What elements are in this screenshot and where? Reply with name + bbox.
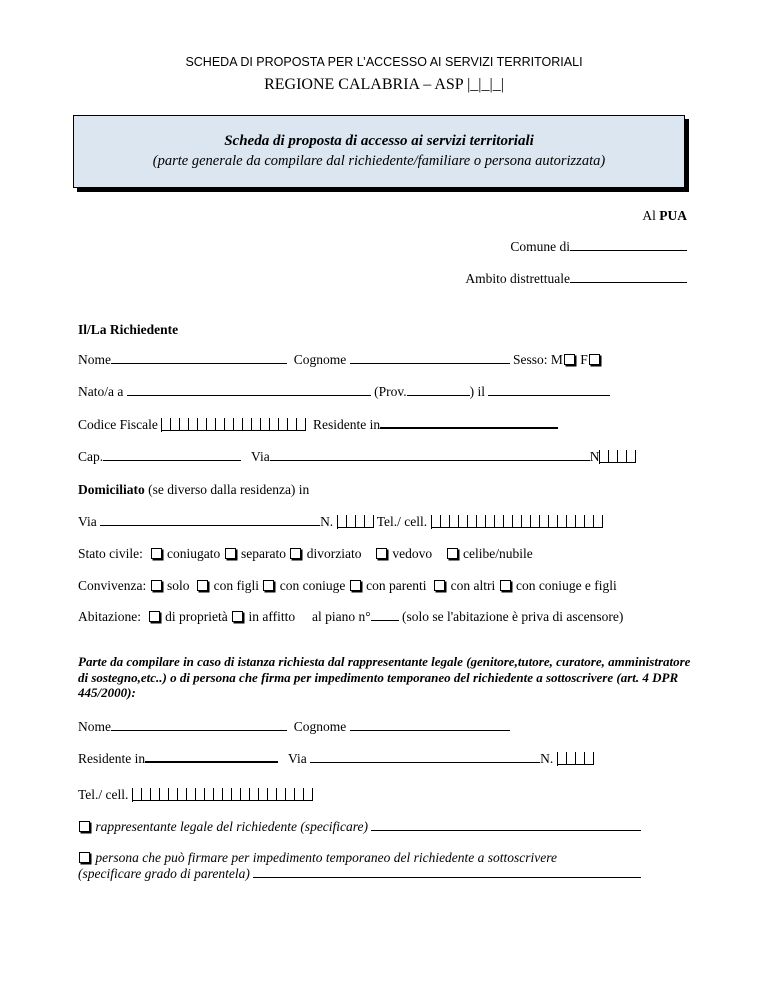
rep-cognome-label: Cognome: [293, 719, 347, 734]
proprieta-checkbox[interactable]: [149, 611, 160, 622]
rep-nome-row: [78, 719, 510, 735]
rappresentante-legale-checkbox[interactable]: [79, 821, 90, 832]
data-nascita-field[interactable]: [488, 384, 610, 396]
al-label: Al: [642, 208, 656, 223]
piano-field[interactable]: [371, 609, 399, 621]
con-coniuge-checkbox[interactable]: [263, 580, 274, 591]
cap-row: [78, 449, 636, 465]
sesso-f-label: F: [580, 352, 588, 367]
section-richiedente: Il/La Richiedente: [78, 322, 179, 337]
vedovo-checkbox[interactable]: [376, 548, 387, 559]
affitto-label: in affitto: [248, 609, 296, 624]
rep-option-legale: [78, 819, 641, 835]
domicilio-row: [78, 514, 603, 530]
codice-fiscale-field[interactable]: [161, 418, 306, 432]
form-title-box: [73, 115, 685, 188]
rep-via-field[interactable]: [310, 751, 540, 763]
box-subtitle: (parte generale da compilare dal richiedente/familiare o persona autorizzata): [152, 153, 606, 169]
rep-tel-label: Tel./ cell.: [78, 787, 129, 802]
con-parenti-checkbox[interactable]: [350, 580, 361, 591]
rep-nome-label: Nome: [78, 719, 111, 734]
piano-note: (solo se l'abitazione è priva di ascensore): [401, 609, 624, 624]
civico-field[interactable]: [599, 450, 636, 464]
convivenza-label: Convivenza:: [78, 578, 147, 593]
sesso-m-checkbox[interactable]: [564, 354, 575, 365]
recipient-pua: [642, 208, 687, 224]
rep-option-impedimento: [78, 850, 557, 866]
vedovo-label: vedovo: [392, 546, 433, 561]
pua-label: PUA: [659, 208, 687, 223]
piano-label: al piano n°: [311, 609, 371, 624]
impedimento-checkbox[interactable]: [79, 852, 90, 863]
convivenza-row: [78, 578, 617, 594]
solo-label: solo: [166, 578, 190, 593]
cap-field[interactable]: [103, 449, 241, 461]
con-coniuge-figli-label: con coniuge e figli: [515, 578, 617, 593]
con-altri-label: con altri: [450, 578, 496, 593]
con-coniuge-label: con coniuge: [279, 578, 346, 593]
nato-label: Nato/a a: [78, 384, 124, 399]
domicilio-civico-field[interactable]: [337, 515, 374, 529]
tel-field[interactable]: [431, 515, 603, 529]
cf-row: [78, 416, 558, 433]
rep-tel-row: [78, 787, 313, 803]
box-title: Scheda di proposta di accesso ai servizi territoriali: [224, 133, 534, 149]
cap-label: Cap.: [78, 449, 104, 464]
stato-civile-label: Stato civile:: [78, 546, 143, 561]
con-altri-checkbox[interactable]: [434, 580, 445, 591]
rep-n-label: N.: [540, 751, 554, 766]
sesso-label: Sesso: M: [513, 352, 563, 367]
rappresentante-legale-field[interactable]: [371, 819, 641, 831]
cf-label: Codice Fiscale: [78, 417, 158, 432]
parentela-label: (specificare grado di parentela): [78, 866, 250, 881]
rappresentante-legale-label: rappresentante legale del richiedente (specificare): [95, 819, 369, 834]
con-coniuge-figli-checkbox[interactable]: [500, 580, 511, 591]
civico-label: N: [589, 449, 600, 464]
residente-label: Residente in: [312, 417, 381, 432]
legal-rep-intro: Parte da compilare in caso di istanza richiesta dal rappresentante legale (genitore,tutore, curatore, amministratore di sostegno,etc..) o di persona che firma per impedimento temporaneo del richiedente a sottoscrivere (art. 4 DPR 445/2000):: [78, 654, 691, 700]
tel-label: Tel./ cell.: [376, 514, 428, 529]
ambito-field[interactable]: [570, 271, 687, 283]
nato-field[interactable]: [127, 384, 371, 396]
proprieta-label: di proprietà: [165, 609, 228, 624]
rep-residenza-row: [78, 750, 594, 767]
con-parenti-label: con parenti: [366, 578, 427, 593]
parentela-field[interactable]: [253, 866, 641, 878]
rep-civico-field[interactable]: [557, 752, 594, 766]
domicilio-via-field[interactable]: [100, 514, 320, 526]
prov-label: (Prov.: [374, 384, 407, 399]
impedimento-label: persona che può firmare per impedimento temporaneo del richiedente a sottoscrivere: [95, 850, 558, 865]
separato-checkbox[interactable]: [225, 548, 236, 559]
region-title: REGIONE CALABRIA – ASP |_|_|_|: [264, 76, 504, 93]
residente-field[interactable]: [380, 416, 558, 429]
abitazione-label: Abitazione:: [78, 609, 141, 624]
rep-residente-field[interactable]: [145, 750, 278, 763]
nome-row: [78, 352, 602, 368]
coniugato-checkbox[interactable]: [151, 548, 162, 559]
rep-residente-label: Residente in: [78, 751, 146, 766]
celibe-label: celibe/nubile: [462, 546, 533, 561]
prov-field[interactable]: [407, 384, 470, 396]
rep-nome-field[interactable]: [111, 719, 287, 731]
abitazione-row: [78, 609, 623, 625]
ambito-label: Ambito distrettuale: [465, 271, 570, 286]
celibe-checkbox[interactable]: [447, 548, 458, 559]
solo-checkbox[interactable]: [151, 580, 162, 591]
comune-field[interactable]: [570, 239, 687, 251]
domiciliato-note: (se diverso dalla residenza) in: [148, 482, 310, 497]
nome-label: Nome: [78, 352, 111, 367]
domicilio-via-label: Via: [78, 514, 97, 529]
nome-field[interactable]: [111, 352, 287, 364]
con-figli-checkbox[interactable]: [197, 580, 208, 591]
cognome-label: Cognome: [293, 352, 347, 367]
domiciliato-row: [78, 482, 309, 498]
domicilio-n-label: N.: [320, 514, 334, 529]
comune-row: [510, 239, 687, 255]
rep-tel-field[interactable]: [132, 788, 313, 802]
via-label: Via: [251, 449, 270, 464]
con-figli-label: con figli: [213, 578, 259, 593]
divorziato-checkbox[interactable]: [290, 548, 301, 559]
rep-option-parentela: [78, 866, 641, 882]
cognome-field[interactable]: [350, 352, 510, 364]
separato-label: separato: [241, 546, 286, 561]
comune-label: Comune di: [510, 239, 570, 254]
domiciliato-label: Domiciliato: [78, 482, 145, 497]
affitto-checkbox[interactable]: [232, 611, 243, 622]
rep-cognome-field[interactable]: [350, 719, 510, 731]
nascita-row: [78, 384, 610, 400]
rep-via-label: Via: [288, 751, 307, 766]
stato-civile-row: [78, 546, 533, 562]
sesso-f-checkbox[interactable]: [589, 354, 600, 365]
form-header-title: SCHEDA DI PROPOSTA PER L’ACCESSO AI SERVIZI TERRITORIALI: [185, 55, 583, 69]
coniugato-label: coniugato: [167, 546, 221, 561]
via-field[interactable]: [270, 449, 590, 461]
divorziato-label: divorziato: [306, 546, 362, 561]
il-label: ) il: [469, 384, 485, 399]
ambito-row: [465, 271, 687, 287]
